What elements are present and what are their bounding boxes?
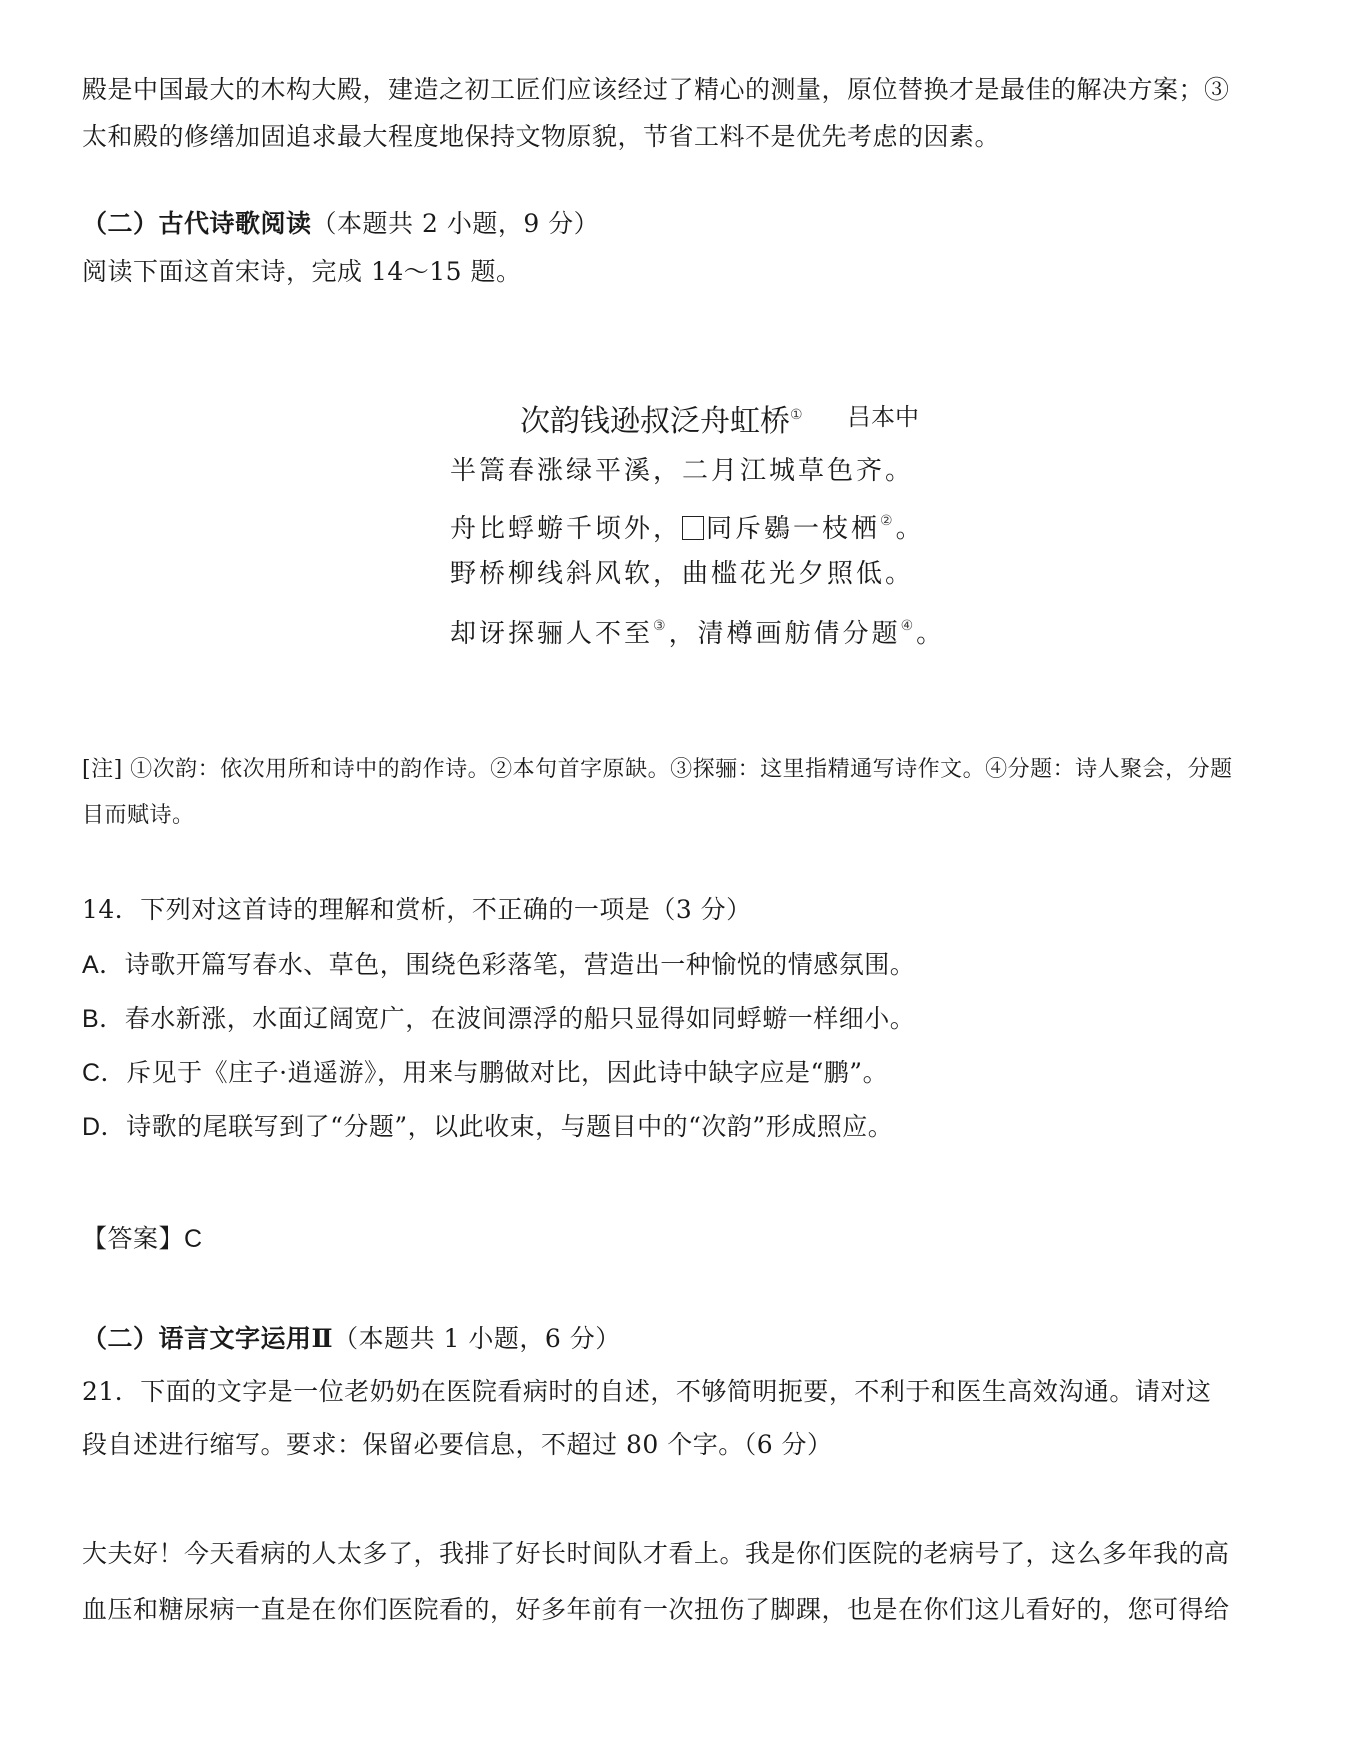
poem-line-2 (450, 502, 950, 548)
poem-line-4-rest: ，清樽画舫倩分题 (668, 619, 901, 649)
notes-line-1: [注] ①次韵：依次用所和诗中的韵作诗。②本句首字原缺。③探骊：这里指精通写诗作文。④分题：诗人聚会，分题 (82, 757, 1233, 782)
passage-line-2: 血压和糖尿病一直是在你们医院看的，好多年前有一次扭伤了脚踝，也是在你们这儿看好的，您可得给 (82, 1595, 1230, 1624)
option-c-letter: C． (82, 1059, 127, 1087)
poem-line-4-marker: ③ (653, 618, 669, 634)
poem-title-text: 次韵钱逊叔泛舟虹桥 (520, 404, 790, 439)
option-d (82, 1109, 1282, 1145)
poem-line-4 (450, 607, 950, 653)
option-c (82, 1055, 1282, 1091)
option-b-text: 春水新涨，水面辽阔宽广，在波间漂浮的船只显得如同蜉蝣一样细小。 (124, 1004, 916, 1033)
question-21-line-1: 21．下面的文字是一位老奶奶在医院看病时的自述，不够简明扼要，不利于和医生高效沟通。请对这 (82, 1377, 1212, 1406)
answer-value: C (184, 1225, 203, 1253)
option-c-text: 斥见于《庄子·逍遥游》，用来与鹏做对比，因此诗中缺字应是“鹏”。 (126, 1058, 889, 1087)
answer-14 (82, 1221, 1282, 1257)
poem-line-4-marker-2: ④ (900, 618, 917, 634)
option-a-letter: A． (82, 951, 125, 979)
option-b (82, 1001, 1282, 1037)
question-21-line-2: 段自述进行缩写。要求：保留必要信息，不超过 80 个字。（6 分） (82, 1430, 833, 1459)
poetry-heading-text: （二）古代诗歌阅读 (82, 209, 312, 238)
poem-line-2-start: 舟比蜉蝣千顷外， (450, 514, 683, 544)
option-b-letter: B． (82, 1005, 125, 1033)
poem-line-2-end: 。 (895, 514, 925, 544)
poem-title (520, 395, 803, 442)
poetry-heading-note: （本题共 2 小题，9 分） (311, 209, 600, 238)
intro-line-2: 太和殿的修缮加固追求最大程度地保持文物原貌，节省工料不是优先考虑的因素。 (82, 122, 1001, 151)
language-heading-text: （二）语言文字运用Ⅱ (82, 1324, 334, 1353)
passage-line-1: 大夫好！今天看病的人太多了，我排了好长时间队才看上。我是你们医院的老病号了，这么多年我的高 (82, 1539, 1230, 1568)
option-d-text: 诗歌的尾联写到了“分题”，以此收束，与题目中的“次韵”形成照应。 (126, 1112, 894, 1141)
intro-line-1: 殿是中国最大的木构大殿，建造之初工匠们应该经过了精心的测量，原位替换才是最佳的解决方案；③ (82, 75, 1230, 104)
poem-line-2-rest: 同斥鷃一枝栖 (706, 514, 881, 544)
poem-line-2-marker: ② (880, 513, 896, 529)
poem-line-1: 半篙春涨绿平溪，二月江城草色齐。 (450, 456, 915, 486)
poem-line-3: 野桥柳线斜风软，曲槛花光夕照低。 (450, 559, 915, 589)
poetry-instruction: 阅读下面这首宋诗，完成 14～15 题。 (82, 257, 522, 286)
option-d-letter: D． (82, 1113, 127, 1141)
language-section-heading (82, 1321, 1282, 1357)
option-a-text: 诗歌开篇写春水、草色，围绕色彩落笔，营造出一种愉悦的情感氛围。 (124, 950, 916, 979)
language-heading-note: （本题共 1 小题，6 分） (333, 1324, 621, 1353)
poem-title-marker: ① (790, 407, 803, 423)
poem-line-4-end: 。 (916, 619, 946, 649)
poetry-section-heading (82, 206, 1282, 242)
poem-line-4-start: 却讶探骊人不至 (450, 619, 654, 649)
missing-character-box (682, 516, 704, 540)
notes-line-2: 目而赋诗。 (82, 803, 195, 828)
poem-author: 吕本中 (847, 403, 919, 431)
question-14-stem: 14．下列对这首诗的理解和赏析，不正确的一项是（3 分） (82, 895, 752, 924)
answer-label: 【答案】 (82, 1224, 185, 1253)
option-a (82, 947, 1282, 983)
